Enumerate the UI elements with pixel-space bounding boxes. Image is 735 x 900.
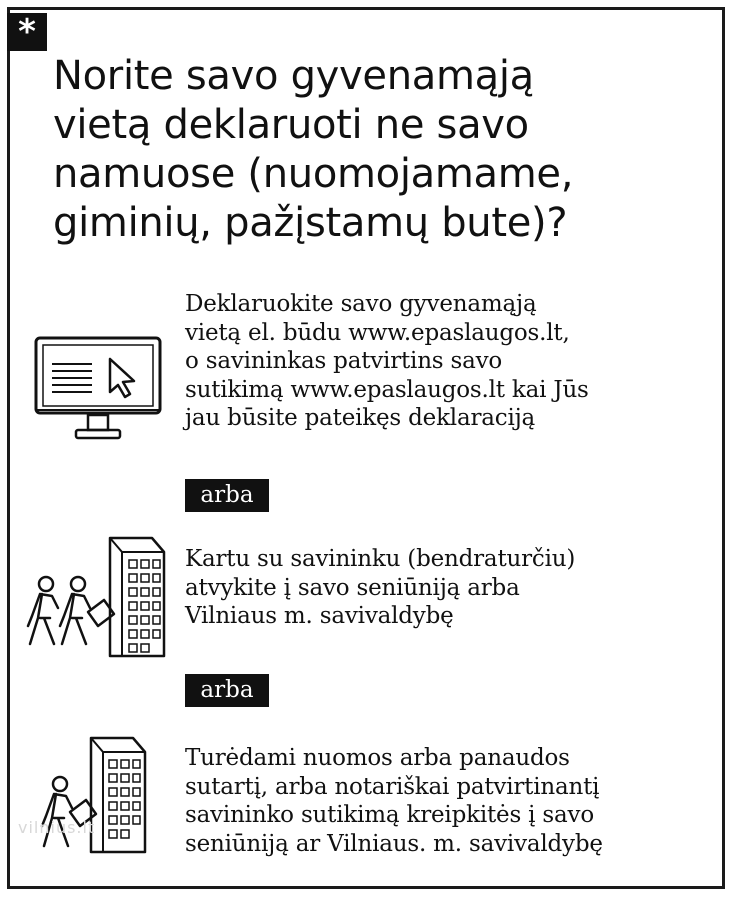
text-line: Turėdami nuomos arba panaudos [185,745,570,771]
section-3-text [185,744,603,858]
section-1-text [185,290,589,433]
text-line: seniūniją ar Vilniaus. m. savivaldybę [185,830,603,857]
title-line: vietą deklaruoti ne savo [53,102,529,148]
text-line: Vilniaus m. savivaldybę [185,603,454,629]
or-separator: arba [185,674,269,707]
text-line: Kartu su savininku (bendraturčiu) [185,546,576,572]
text-line: o savininkas patvirtins savo [185,348,503,374]
title-line: Norite savo gyvenamąją [53,53,534,99]
title-line: namuose (nuomojamame, [53,151,574,197]
two-people-walking-building-icon [24,534,169,660]
text-line: sutartį, arba notariškai patvirtinantį [185,773,600,800]
asterisk-badge: * [7,13,47,51]
page-title [53,52,718,248]
or-separator: arba [185,479,269,512]
watermark: vilnius.lt [18,818,96,837]
text-line: jau būsite pateikęs deklaraciją [185,405,536,431]
section-2-text [185,545,575,631]
text-line: savininko sutikimą kreipkitės į savo [185,802,594,828]
person-walking-building-icon [36,734,151,856]
text-line: sutikimą www.epaslaugos.lt kai Jūs [185,376,589,403]
text-line: vietą el. būdu www.epaslaugos.lt, [185,319,570,346]
text-line: atvykite į savo seniūniją arba [185,574,520,601]
text-line: Deklaruokite savo gyvenamąją [185,291,537,317]
title-line: giminių, pažįstamų bute)? [53,200,568,246]
computer-cursor-icon [34,336,162,442]
